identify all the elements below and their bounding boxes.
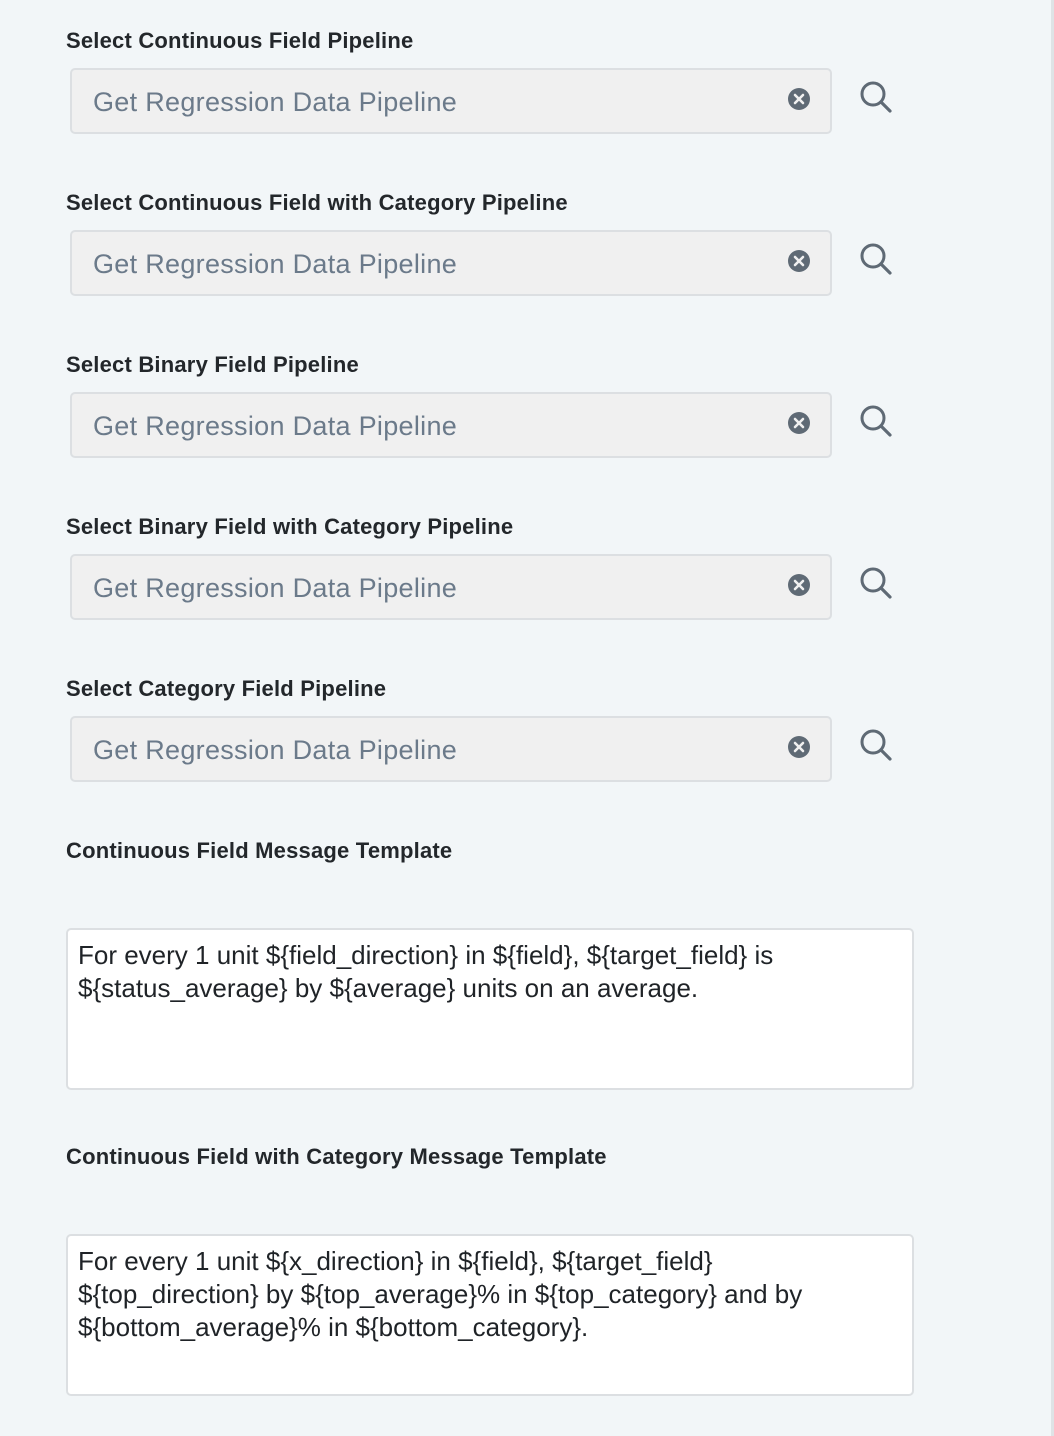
- continuous-category-pipeline-label: Select Continuous Field with Category Pipeline: [66, 190, 568, 215]
- search-icon[interactable]: [858, 565, 894, 601]
- clear-circle-icon[interactable]: [787, 249, 811, 273]
- binary-category-pipeline-picker[interactable]: [70, 554, 832, 620]
- search-icon[interactable]: [858, 403, 894, 439]
- clear-circle-icon[interactable]: [787, 573, 811, 597]
- binary-field-pipeline-label: Select Binary Field Pipeline: [66, 352, 359, 377]
- search-icon[interactable]: [858, 727, 894, 763]
- binary-field-pipeline-value: Get Regression Data Pipeline: [93, 411, 458, 441]
- clear-circle-icon[interactable]: [787, 87, 811, 111]
- search-icon[interactable]: [858, 241, 894, 277]
- continuous-message-template-textarea[interactable]: For every 1 unit ${field_direction} in ${field}, ${target_field} is ${status_average} by ${average} units on an average.: [66, 928, 914, 1090]
- clear-circle-icon[interactable]: [787, 735, 811, 759]
- search-icon[interactable]: [858, 79, 894, 115]
- continuous-field-pipeline-label: Select Continuous Field Pipeline: [66, 28, 414, 53]
- clear-circle-icon[interactable]: [787, 411, 811, 435]
- continuous-field-pipeline-value: Get Regression Data Pipeline: [93, 87, 458, 117]
- binary-category-pipeline-label: Select Binary Field with Category Pipeline: [66, 514, 514, 539]
- continuous-field-pipeline-picker[interactable]: [70, 68, 832, 134]
- continuous-category-pipeline-value: Get Regression Data Pipeline: [93, 249, 458, 279]
- binary-field-pipeline-picker[interactable]: [70, 392, 832, 458]
- continuous-category-message-template-textarea[interactable]: For every 1 unit ${x_direction} in ${field}, ${target_field} ${top_direction} by ${top_average}% in ${top_category} and by ${bottom_average}% in ${bottom_category}.: [66, 1234, 914, 1396]
- category-field-pipeline-picker[interactable]: [70, 716, 832, 782]
- continuous-category-pipeline-picker[interactable]: [70, 230, 832, 296]
- continuous-message-template-label: Continuous Field Message Template: [66, 838, 453, 863]
- category-field-pipeline-label: Select Category Field Pipeline: [66, 676, 387, 701]
- binary-category-pipeline-value: Get Regression Data Pipeline: [93, 573, 458, 603]
- category-field-pipeline-value: Get Regression Data Pipeline: [93, 735, 458, 765]
- continuous-category-message-template-label: Continuous Field with Category Message Template: [66, 1144, 607, 1169]
